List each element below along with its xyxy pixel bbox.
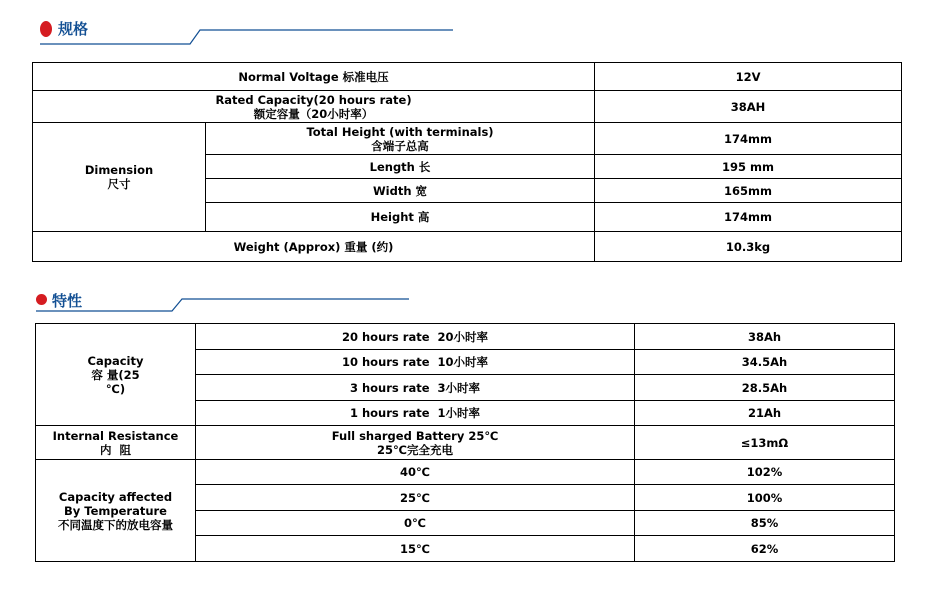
internal-resistance-condition-cn: 25℃完全充电 (377, 442, 453, 457)
heading-underline (40, 18, 460, 48)
temperature-value-label: 25℃ (196, 485, 635, 511)
capacity-label (36, 324, 196, 426)
internal-resistance-label (36, 426, 196, 460)
rated-capacity-label-en: Rated Capacity(20 hours rate) (215, 92, 412, 107)
total-height-value: 174mm (595, 123, 902, 155)
table-row (36, 460, 895, 485)
internal-resistance-condition (196, 426, 635, 460)
temperature-capacity-value: 85% (635, 511, 895, 536)
feature-heading (36, 290, 416, 320)
table-row (33, 232, 902, 262)
internal-resistance-value: ≤13mΩ (635, 426, 895, 460)
capacity-rate-label: 10 hours rate 10小时率 (196, 350, 635, 375)
dimension-label-cn: 尺寸 (107, 177, 131, 191)
capacity-rate-label: 20 hours rate 20小时率 (196, 324, 635, 350)
total-height-label (206, 123, 595, 155)
capacity-label-line2: 容 量(25 (91, 367, 140, 382)
rated-capacity-label (33, 91, 595, 123)
table-row (33, 63, 902, 91)
capacity-rate-value: 21Ah (635, 401, 895, 426)
table-row (33, 123, 902, 155)
weight-value: 10.3kg (595, 232, 902, 262)
temperature-capacity-value: 100% (635, 485, 895, 511)
internal-resistance-condition-en: Full sharged Battery 25℃ (331, 428, 499, 443)
total-height-label-cn: 含端子总高 (371, 138, 429, 153)
temperature-value-label: 15℃ (196, 536, 635, 562)
internal-resistance-label-cn: 内 阻 (99, 442, 131, 457)
dimension-label (33, 123, 206, 232)
spec-heading-text: 规格 (58, 20, 89, 38)
length-value: 195 mm (595, 155, 902, 179)
normal-voltage-label: Normal Voltage 标准电压 (33, 63, 595, 91)
normal-voltage-value: 12V (595, 63, 902, 91)
heading-underline (36, 290, 416, 320)
table-row (36, 324, 895, 350)
total-height-label-en: Total Height (with terminals) (306, 124, 494, 139)
temperature-label-line1: Capacity affected (58, 489, 173, 504)
width-value: 165mm (595, 179, 902, 203)
temperature-capacity-value: 62% (635, 536, 895, 562)
width-label: Width 宽 (206, 179, 595, 203)
spec-table (32, 62, 902, 262)
dimension-label-en: Dimension (84, 163, 154, 177)
temperature-capacity-value: 102% (635, 460, 895, 485)
rated-capacity-label-cn: 额定容量（20小时率） (253, 106, 374, 121)
feature-table (35, 323, 895, 562)
temperature-label-line3: 不同温度下的放电容量 (58, 517, 173, 532)
height-label: Height 高 (206, 203, 595, 232)
temperature-label (36, 460, 196, 562)
length-label: Length 长 (206, 155, 595, 179)
capacity-rate-value: 28.5Ah (635, 375, 895, 401)
capacity-label-line3: ℃) (105, 381, 126, 396)
capacity-rate-value: 38Ah (635, 324, 895, 350)
table-row (33, 91, 902, 123)
capacity-rate-label: 1 hours rate 1小时率 (196, 401, 635, 426)
spec-heading (40, 18, 460, 48)
temperature-value-label: 40℃ (196, 460, 635, 485)
table-row (36, 426, 895, 460)
capacity-rate-value: 34.5Ah (635, 350, 895, 375)
temperature-value-label: 0℃ (196, 511, 635, 536)
feature-heading-text: 特性 (52, 292, 83, 310)
weight-label: Weight (Approx) 重量 (约) (33, 232, 595, 262)
internal-resistance-label-en: Internal Resistance (52, 428, 179, 443)
height-value: 174mm (595, 203, 902, 232)
capacity-label-line1: Capacity (87, 353, 144, 368)
rated-capacity-value: 38AH (595, 91, 902, 123)
capacity-rate-label: 3 hours rate 3小时率 (196, 375, 635, 401)
temperature-label-line2: By Temperature (64, 503, 167, 518)
